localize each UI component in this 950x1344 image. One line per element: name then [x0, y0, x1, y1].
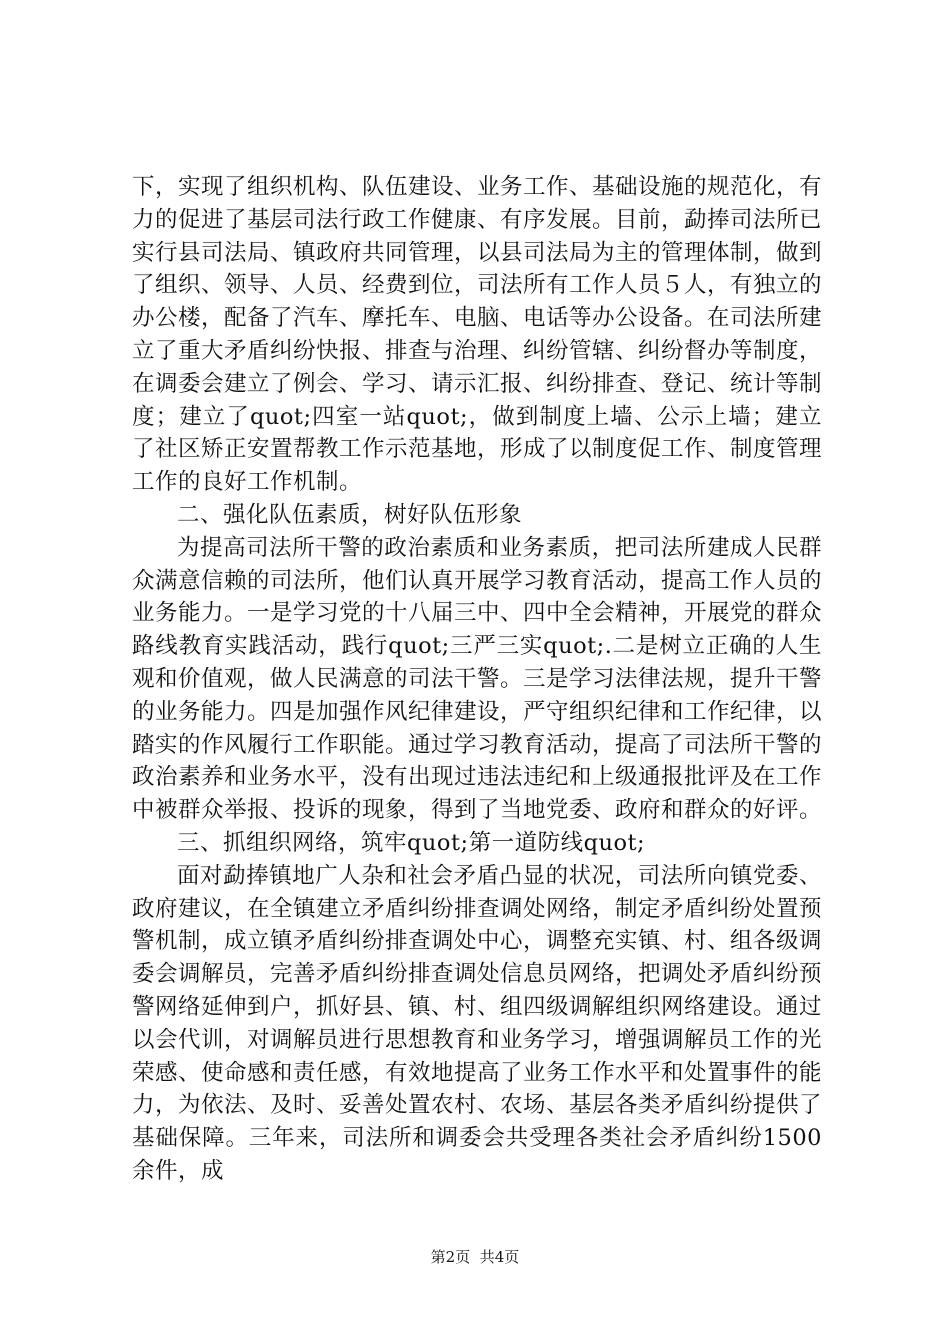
paragraph-3: 面对勐捧镇地广人杂和社会矛盾凸显的状况，司法所向镇党委、政府建议，在全镇建立矛盾纠纷排查调处网络，制定矛盾纠纷处置预警机制，成立镇矛盾纠纷排查调处中心，调整充实镇、村、组各级调委会调解员，完善矛盾纠纷排查调处信息员网络，把调处矛盾纠纷预警网络延伸到户，抓好县、镇、村、组四级调解组织网络建设。通过以会代训，对调解员进行思想教育和业务学习，增强调解员工作的光荣感、使命感和责任感，有效地提高了业务工作水平和处置事件的能力，为依法、及时、妥善处置农村、农场、基层各类矛盾纠纷提供了基础保障。三年来，司法所和调委会共受理各类社会矛盾纠纷1500余件，成	[132, 862, 823, 1184]
section-heading-3: 三、抓组织网络，筑牢quot;第一道防线quot;	[177, 829, 646, 856]
paragraph-1: 下，实现了组织机构、队伍建设、业务工作、基础设施的规范化，有力的促进了基层司法行政工作健康、有序发展。目前，勐捧司法所已实行县司法局、镇政府共同管理，以县司法局为主的管理体制，做到了组织、领导、人员、经费到位，司法所有工作人员５人，有独立的办公楼，配备了汽车、摩托车、电脑、电话等办公设备。在司法所建立了重大矛盾纠纷快报、排查与治理、纠纷管辖、纠纷督办等制度，在调委会建立了例会、学习、请示汇报、纠纷排查、登记、统计等制度；建立了quot;四室一站quot;，做到制度上墙、公示上墙；建立了社区矫正安置帮教工作示范基地，形成了以制度促工作、制度管理工作的良好工作机制。	[132, 174, 823, 496]
page-footer	[0, 1247, 950, 1267]
section-heading-2: 二、强化队伍素质，树好队伍形象	[177, 501, 523, 528]
document-body	[132, 171, 822, 1188]
paragraph-2: 为提高司法所干警的政治素质和业务素质，把司法所建成人民群众满意信赖的司法所，他们认真开展学习教育活动，提高工作人员的业务能力。一是学习党的十八届三中、四中全会精神，开展党的群众路线教育实践活动，践行quot;三严三实quot;.二是树立正确的人生观和价值观，做人民满意的司法干警。三是学习法律法规，提升干警的业务能力。四是加强作风纪律建设，严守组织纪律和工作纪律，以踏实的作风履行工作职能。通过学习教育活动，提高了司法所干警的政治素养和业务水平，没有出现过违法违纪和上级通报批评及在工作中被群众举报、投诉的现象，得到了当地党委、政府和群众的好评。	[132, 534, 823, 824]
page-total: 共4页	[479, 1248, 520, 1266]
page-number: 第2页	[430, 1248, 471, 1266]
